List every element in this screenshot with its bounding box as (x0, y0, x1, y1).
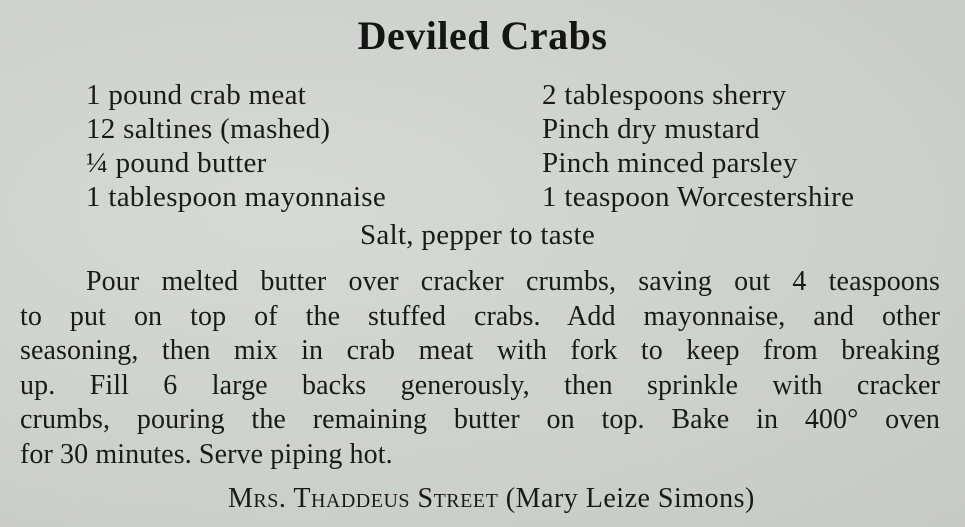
instruction-line: up. Fill 6 large backs generously, then sprinkle with cracker (20, 369, 940, 401)
instruction-line: for 30 minutes. Serve piping hot. (20, 438, 393, 470)
ingredient-item: 1 pound crab meat (86, 79, 307, 111)
ingredient-item: ¼ pound butter (86, 147, 267, 179)
recipe-attribution (228, 482, 755, 516)
ingredient-item: 12 saltines (mashed) (86, 113, 331, 145)
ingredients-left-column (86, 78, 386, 214)
ingredient-item: 1 tablespoon mayonnaise (86, 181, 387, 213)
contributor-name: Mrs. Thaddeus Street (228, 483, 499, 514)
instruction-line: seasoning, then mix in crab meat with fork to keep from breaking (20, 335, 940, 367)
ingredient-item: 1 teaspoon Worcestershire (542, 181, 855, 213)
instruction-line: to put on top of the stuffed crabs. Add mayonnaise, and other (20, 300, 940, 332)
recipe-title: Deviled Crabs (357, 13, 608, 58)
instruction-line: Pour melted butter over cracker crumbs, saving out 4 teaspoons (86, 266, 940, 297)
ingredient-item: Pinch dry mustard (542, 113, 760, 145)
seasoning-line: Salt, pepper to taste (359, 219, 595, 251)
ingredient-item: Pinch minced parsley (542, 147, 798, 179)
contributor-maiden-name: (Mary Leize Simons) (505, 483, 755, 514)
instructions-paragraph (20, 265, 940, 473)
instruction-line: crumbs, pouring the remaining butter on top. Bake in 400° oven (20, 404, 940, 436)
ingredients-right-column (542, 78, 854, 214)
ingredient-item: 2 tablespoons sherry (542, 79, 787, 111)
